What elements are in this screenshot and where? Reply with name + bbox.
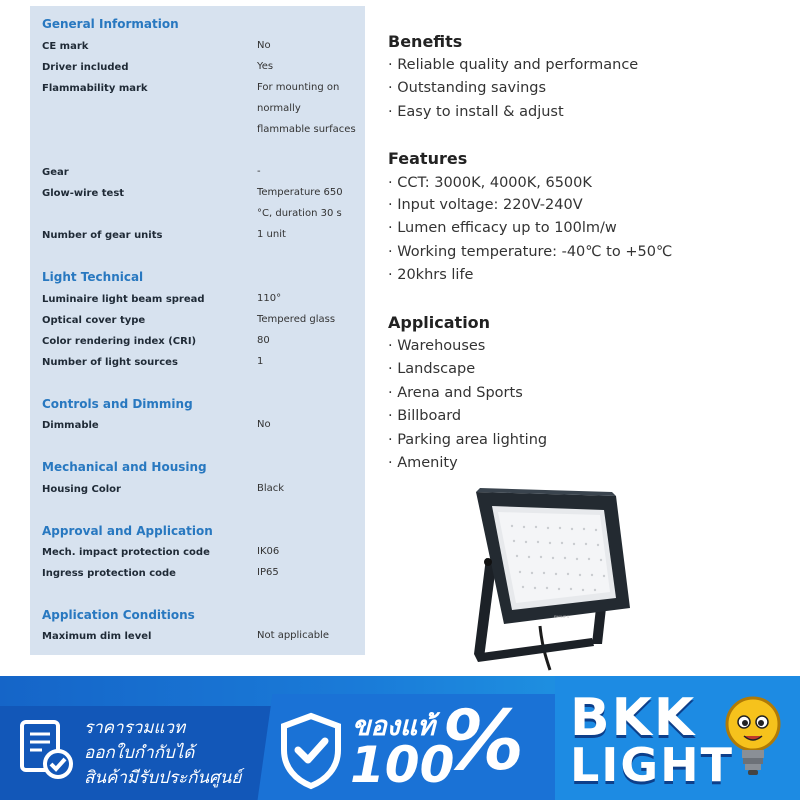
row-value: For mounting on normally flammable surfaces <box>257 82 356 135</box>
row-label: Ingress protection code <box>42 568 176 579</box>
feature-item: · 20khrs life <box>388 267 474 283</box>
row-label: Driver included <box>42 62 129 73</box>
section-title-conditions: Application Conditions <box>42 608 195 622</box>
section-title-mechanical: Mechanical and Housing <box>42 460 207 474</box>
benefit-item: · Outstanding savings <box>388 80 547 96</box>
row-value: Not applicable <box>257 630 329 641</box>
benefits-heading: Benefits <box>388 32 463 51</box>
spec-table <box>30 6 365 655</box>
row-label: Optical cover type <box>42 315 146 326</box>
feature-item: · Working temperature: -40℃ to +50℃ <box>388 244 673 260</box>
benefit-item: · Easy to install & adjust <box>388 104 564 120</box>
row-label: Housing Color <box>42 484 121 495</box>
genuine-percent: 100 <box>350 736 455 794</box>
brand-bottom: LIGHT <box>570 738 735 792</box>
brand-mark: PHILIPS <box>554 614 570 619</box>
row-value: Temperature 650 °C, duration 30 s <box>257 187 343 219</box>
benefit-item: · Reliable quality and performance <box>388 57 639 73</box>
document-check-icon <box>18 718 74 782</box>
row-label: CE mark <box>42 41 89 52</box>
features-heading: Features <box>388 149 468 168</box>
row-value: Black <box>257 483 285 494</box>
row-label: Glow-wire test <box>42 188 125 199</box>
promo-banner <box>0 676 800 800</box>
lightbulb-mascot-icon <box>722 690 784 786</box>
section-title-general: General Information <box>42 17 179 31</box>
application-item: · Amenity <box>388 455 458 471</box>
section-title-light-technical: Light Technical <box>42 270 144 284</box>
row-value: No <box>257 419 271 430</box>
row-label: Maximum dim level <box>42 631 152 642</box>
row-label: Mech. impact protection code <box>42 547 210 558</box>
row-value: Yes <box>257 61 274 72</box>
percent-sign: % <box>442 694 525 789</box>
row-value: Tempered glass <box>257 314 336 325</box>
application-item: · Arena and Sports <box>388 385 523 401</box>
row-value: - <box>257 166 261 177</box>
application-item: · Billboard <box>388 408 462 424</box>
row-value: 80 <box>257 335 270 346</box>
row-value: No <box>257 40 271 51</box>
row-label: Dimmable <box>42 420 99 431</box>
application-item: · Landscape <box>388 361 476 377</box>
feature-item: · CCT: 3000K, 4000K, 6500K <box>388 175 592 191</box>
row-value: 1 unit <box>257 229 286 240</box>
row-value: IK06 <box>257 546 280 557</box>
application-heading: Application <box>388 313 491 332</box>
banner-warranty-text: สินค้ามีรับประกันศูนย์ <box>84 768 242 788</box>
row-value: 1 <box>257 356 264 367</box>
application-item: · Parking area lighting <box>388 432 548 448</box>
application-item: · Warehouses <box>388 338 486 354</box>
floodlight-icon <box>462 486 642 671</box>
row-label: Gear <box>42 167 69 178</box>
feature-item: · Input voltage: 220V-240V <box>388 197 583 213</box>
row-label: Number of gear units <box>42 230 163 241</box>
genuine-label: ของแท้ <box>352 711 436 742</box>
row-label: Number of light sources <box>42 357 178 368</box>
shield-check-icon <box>278 712 344 790</box>
banner-vat-text: ราคารวมแวท <box>84 718 186 738</box>
feature-item: · Lumen efficacy up to 100lm/w <box>388 220 617 236</box>
section-title-approval: Approval and Application <box>42 524 213 538</box>
row-label: Flammability mark <box>42 83 148 94</box>
row-label: Color rendering index (CRI) <box>42 336 197 347</box>
section-title-controls: Controls and Dimming <box>42 397 193 411</box>
banner-invoice-text: ออกใบกำกับได้ <box>84 743 195 763</box>
row-value: IP65 <box>257 567 279 578</box>
row-value: 110° <box>257 293 282 304</box>
brand-top: BKK <box>570 688 697 748</box>
row-label: Luminaire light beam spread <box>42 294 205 305</box>
